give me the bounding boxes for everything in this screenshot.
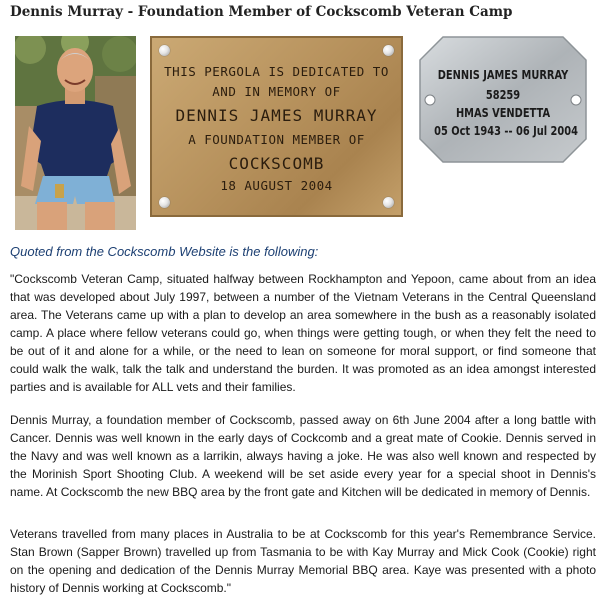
plaque-line: AND IN MEMORY OF: [212, 84, 341, 99]
screw-icon: [159, 197, 170, 208]
tag-line: 58259: [485, 88, 521, 102]
page-title: Dennis Murray - Foundation Member of Cockscomb Veteran Camp: [10, 4, 513, 20]
tag-line: DENNIS JAMES MURRAY: [437, 68, 569, 82]
dennis-photo: [15, 36, 136, 230]
memorial-plaque: [150, 36, 403, 217]
screw-icon: [383, 45, 394, 56]
dog-tag: [419, 36, 587, 163]
screw-icon: [159, 45, 170, 56]
paragraph: Veterans travelled from many places in Australia to be at Cockscomb for this year's Remembrance Service. Stan Brown (Sapper Brown) travelled up from Tasmania to be with Kay Murray and Mick Cook (Cookie) right on the opening and dedication of the Dennis Murray Memorial BBQ area. Kaye was presented with a photo history of Dennis working at Cockscomb.": [10, 527, 596, 595]
screw-icon: [383, 197, 394, 208]
tag-line: HMAS VENDETTA: [455, 106, 551, 120]
quote-intro: Quoted from the Cockscomb Website is the following:: [10, 244, 319, 259]
plaque-line: DENNIS JAMES MURRAY: [175, 106, 378, 125]
plaque-line: COCKSCOMB: [228, 154, 325, 173]
plaque-line: A FOUNDATION MEMBER OF: [188, 132, 365, 147]
tag-line: 05 Oct 1943 -- 06 Jul 2004: [434, 124, 578, 138]
paragraph: Dennis Murray, a foundation member of Cockscomb, passed away on 6th June 2004 after a long battle with Cancer. Dennis was well known in the early days of Cockcomb and a great mate of Cookie. Dennis served in the Navy and was well known as a larrikin, always having a joke. He was also well known and respected by the Morinish Sport Shooting Club. A weekend will be set aside every year for a special shoot in Dennis's name. At Cockscomb the new BBQ area by the front gate and Kitchen will be dedicated in memory of Dennis.: [10, 413, 596, 499]
plaque-line: 18 AUGUST 2004: [220, 178, 333, 193]
plaque-line: THIS PERGOLA IS DEDICATED TO: [164, 64, 389, 79]
paragraph: "Cockscomb Veteran Camp, situated halfway between Rockhampton and Yepoon, came about from an idea that was developed about July 1997, between a number of the Vietnam Veterans in the Central Queensland area. The Veterans came up with a plan to develop an area somewhere in the bush as a reasonably isolated camp. A place where fellow veterans could go, when things were getting tough, or when they felt the need to be out of it and alone for a while, or the need to lean on someone for moral support, or find someone that could walk the walk, talk the talk and understand the burden. It was promoted as an idea amongst interested parties and is available for ALL vets and their families.: [10, 272, 596, 394]
